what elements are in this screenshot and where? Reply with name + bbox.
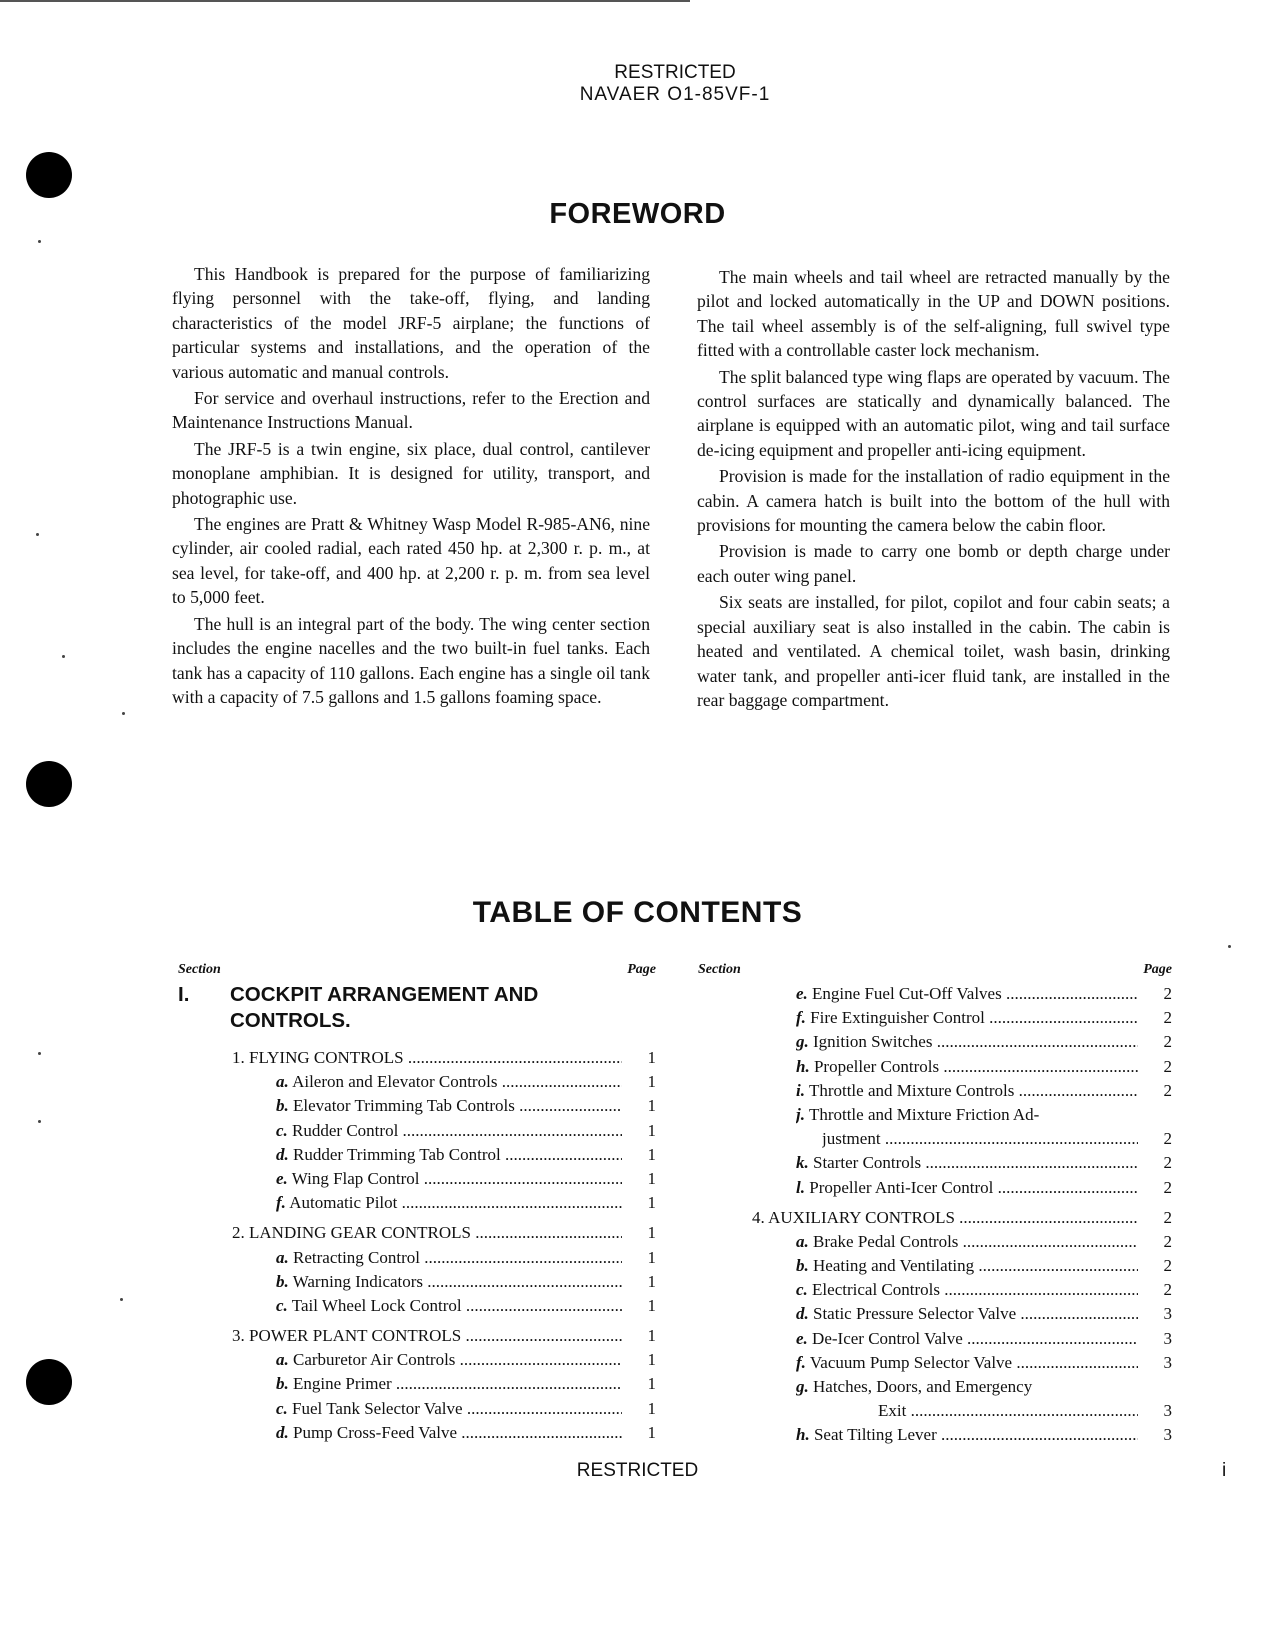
foreword-paragraph: Provision is made for the installation of radio equipment in the cabin. A camera hatch is built into the bottom of the hull with provisions for mounting the camera below the cabin floor. — [697, 466, 1170, 536]
scan-top-edge-line — [0, 0, 690, 2]
toc-section-label: Section — [698, 962, 741, 977]
foreword-paragraph: Provision is made to carry one bomb or depth charge under each outer wing panel. — [697, 541, 1170, 586]
toc-entry[interactable]: j. Throttle and Mixture Friction Ad- — [796, 1104, 1040, 1124]
toc-entry[interactable]: d. Rudder Trimming Tab Control ..... 1 — [178, 1143, 656, 1167]
toc-title: TABLE OF CONTENTS — [472, 896, 803, 929]
page-number: i — [1222, 1460, 1227, 1481]
document-header — [560, 62, 790, 106]
toc-entry[interactable]: 1. FLYING CONTROLS ..... 1 — [178, 1046, 656, 1070]
foreword-title: FOREWORD — [549, 198, 726, 230]
toc-entry[interactable]: i. Throttle and Mixture Controls ..... 2 — [698, 1079, 1172, 1103]
header-classification: RESTRICTED — [614, 62, 736, 83]
toc-entry[interactable]: a. Brake Pedal Controls ..... 2 — [698, 1230, 1172, 1254]
scan-speck — [122, 712, 125, 715]
scan-speck — [62, 655, 65, 658]
toc-entry[interactable]: a. Aileron and Elevator Controls ..... 1 — [178, 1070, 656, 1094]
scan-speck — [36, 533, 39, 536]
toc-section-title-line1: COCKPIT ARRANGEMENT AND — [230, 983, 539, 1006]
toc-column-headers — [178, 962, 656, 978]
toc-entry[interactable]: h. Propeller Controls ..... 2 — [698, 1055, 1172, 1079]
toc-page-label: Page — [1143, 962, 1172, 977]
header-document-number: NAVAER O1-85VF-1 — [579, 84, 771, 105]
toc-entry[interactable]: a. Carburetor Air Controls ..... 1 — [178, 1348, 656, 1372]
scan-speck — [1228, 945, 1231, 948]
foreword-right-column — [697, 265, 1170, 714]
toc-entry[interactable]: k. Starter Controls ..... 2 — [698, 1151, 1172, 1175]
toc-entry[interactable]: c. Electrical Controls ..... 2 — [698, 1278, 1172, 1302]
scan-speck — [38, 240, 41, 243]
toc-entry[interactable]: g. Hatches, Doors, and Emergency — [796, 1377, 1033, 1396]
toc-entry[interactable]: d. Pump Cross-Feed Valve ..... 1 — [178, 1421, 656, 1445]
toc-entry[interactable]: b. Heating and Ventilating ..... 2 — [698, 1254, 1172, 1278]
toc-entry[interactable]: c. Rudder Control ..... 1 — [178, 1119, 656, 1143]
toc-section-number: I. — [178, 983, 190, 1006]
toc-entry-continuation[interactable]: justment ..... 2 — [698, 1127, 1172, 1151]
scan-speck — [38, 1052, 41, 1055]
binder-hole-top — [26, 152, 72, 198]
toc-column-headers — [698, 962, 1172, 978]
toc-entry[interactable]: 4. AUXILIARY CONTROLS ..... 2 — [698, 1206, 1172, 1230]
toc-entry[interactable]: c. Tail Wheel Lock Control ..... 1 — [178, 1294, 656, 1318]
toc-entry[interactable]: f. Fire Extinguisher Control ..... 2 — [698, 1006, 1172, 1030]
scan-speck — [120, 1298, 123, 1301]
toc-entry[interactable]: f. Vacuum Pump Selector Valve ..... 3 — [698, 1351, 1172, 1375]
toc-entry[interactable]: e. Engine Fuel Cut-Off Valves ..... 2 — [698, 982, 1172, 1006]
toc-entry[interactable]: a. Retracting Control ..... 1 — [178, 1246, 656, 1270]
foreword-paragraph: The split balanced type wing flaps are operated by vacuum. The control surfaces are statically and dynamically balanced. The airplane is equipped with an automatic pilot, wing and tail surface de-icing equipment and propeller anti-icing equipment. — [697, 366, 1170, 460]
foreword-paragraph: The main wheels and tail wheel are retracted manually by the pilot and locked automatically in the UP and DOWN positions. The tail wheel assembly is of the self-aligning, full swivel type fitted with a controllable caster lock mechanism. — [697, 267, 1170, 361]
footer-classification: RESTRICTED — [576, 1460, 699, 1481]
toc-left-column — [178, 962, 656, 1445]
toc-section-heading — [178, 982, 656, 1034]
toc-section-label: Section — [178, 962, 221, 977]
toc-section-title-line2: CONTROLS. — [230, 1009, 351, 1032]
toc-entry[interactable]: g. Ignition Switches ..... 2 — [698, 1030, 1172, 1054]
foreword-paragraph: The hull is an integral part of the body. The wing center section includes the engine nacelles and the two built-in fuel tanks. Each tank has a capacity of 110 gallons. Each engine has a single oil tank with a capacity of 7.5 gallons and 1.5 gallons foaming space. — [172, 613, 650, 707]
toc-entry[interactable]: b. Engine Primer ..... 1 — [178, 1372, 656, 1396]
toc-entry[interactable]: 3. POWER PLANT CONTROLS ..... 1 — [178, 1324, 656, 1348]
toc-entry-continuation[interactable]: Exit ..... 3 — [698, 1399, 1172, 1423]
foreword-paragraph: Six seats are installed, for pilot, copilot and four cabin seats; a special auxiliary seat is also installed in the cabin. The cabin is heated and ventilated. A chemical toilet, wash basin, drinking water tank, and propeller anti-icer fluid tank, are installed in the rear baggage compartment. — [697, 592, 1170, 710]
foreword-paragraph: This Handbook is prepared for the purpose of familiarizing flying personnel with the take-off, flying, and landing characteristics of the model JRF-5 airplane; the functions of particular systems and installations, and the operation of the various automatic and manual controls. — [172, 264, 650, 382]
toc-entry[interactable]: e. De-Icer Control Valve ..... 3 — [698, 1327, 1172, 1351]
foreword-left-column — [172, 262, 650, 711]
toc-right-column — [698, 962, 1172, 1448]
toc-entry[interactable]: e. Wing Flap Control ..... 1 — [178, 1167, 656, 1191]
toc-entry[interactable]: c. Fuel Tank Selector Valve ..... 1 — [178, 1397, 656, 1421]
toc-entry[interactable]: h. Seat Tilting Lever ..... 3 — [698, 1423, 1172, 1447]
toc-entry[interactable]: 2. LANDING GEAR CONTROLS ..... 1 — [178, 1221, 656, 1245]
binder-hole-bottom — [26, 1359, 72, 1405]
foreword-paragraph: The JRF-5 is a twin engine, six place, dual control, cantilever monoplane amphibian. It is designed for utility, transport, and photographic use. — [172, 438, 650, 508]
scan-speck — [38, 1120, 41, 1123]
binder-hole-middle — [26, 761, 72, 807]
foreword-paragraph: The engines are Pratt & Whitney Wasp Model R-985-AN6, nine cylinder, air cooled radial, each rated 450 hp. at 2,300 r. p. m., at sea level, for take-off, and 400 hp. at 2,200 r. p. m. from sea level to 5,000 feet. — [172, 514, 650, 608]
toc-page-label: Page — [627, 962, 656, 977]
toc-entry[interactable]: l. Propeller Anti-Icer Control ..... 2 — [698, 1176, 1172, 1200]
toc-entry[interactable]: b. Elevator Trimming Tab Controls ..... 1 — [178, 1094, 656, 1118]
foreword-paragraph: For service and overhaul instructions, refer to the Erection and Maintenance Instructions Manual. — [172, 388, 650, 433]
toc-entry[interactable]: f. Automatic Pilot ..... 1 — [178, 1191, 656, 1215]
toc-entry[interactable]: d. Static Pressure Selector Valve ..... 3 — [698, 1302, 1172, 1326]
toc-entry[interactable]: b. Warning Indicators ..... 1 — [178, 1270, 656, 1294]
